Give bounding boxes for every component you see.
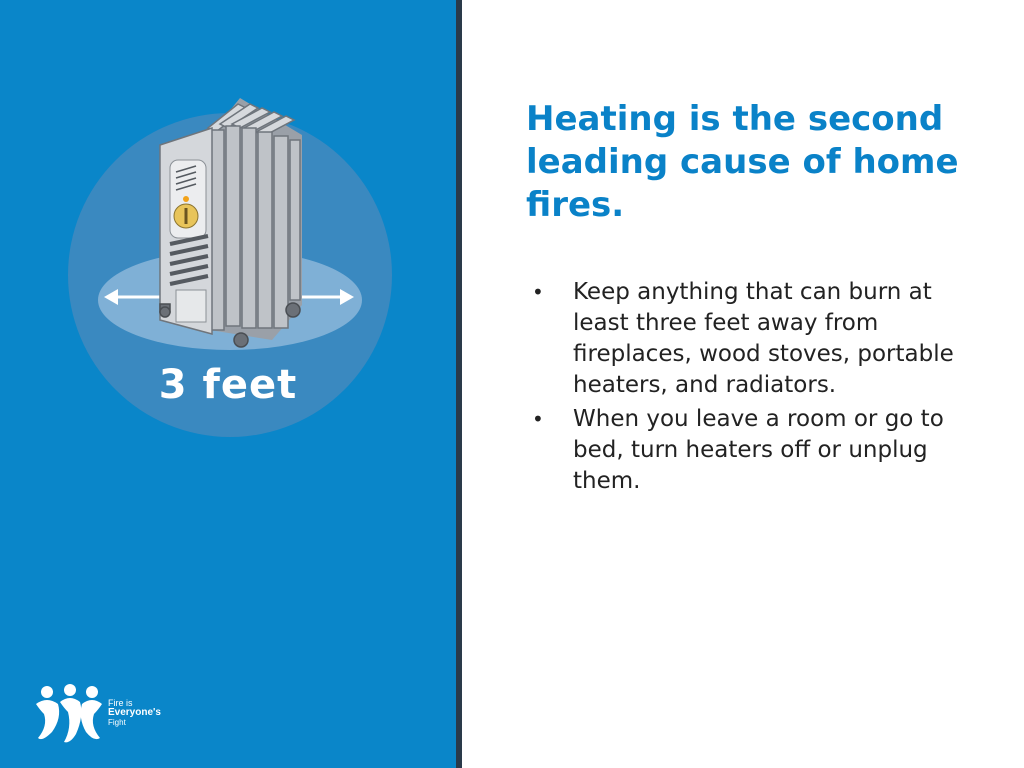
bullet-text: Keep anything that can burn at least three feet away from fireplaces, wood stoves, portable heaters, and radiators. <box>573 279 954 398</box>
bullet-text: When you leave a room or go to bed, turn heaters off or unplug them. <box>573 406 944 494</box>
distance-label: 3 feet <box>158 362 298 408</box>
bullet-item <box>526 277 986 401</box>
bullet-item <box>526 404 986 497</box>
left-panel <box>0 0 456 768</box>
bullet-marker: • <box>532 280 544 304</box>
bullet-list <box>526 277 986 497</box>
logo-text <box>108 698 161 728</box>
logo-line-3: Fight <box>108 718 126 727</box>
bullet-marker: • <box>532 407 544 431</box>
logo-line-1: Fire is <box>108 698 133 708</box>
slide-headline: Heating is the second leading cause of home fires. <box>526 99 959 225</box>
panel-divider <box>456 0 462 768</box>
content-area <box>526 98 986 500</box>
logo-line-2: Everyone's <box>108 707 161 718</box>
